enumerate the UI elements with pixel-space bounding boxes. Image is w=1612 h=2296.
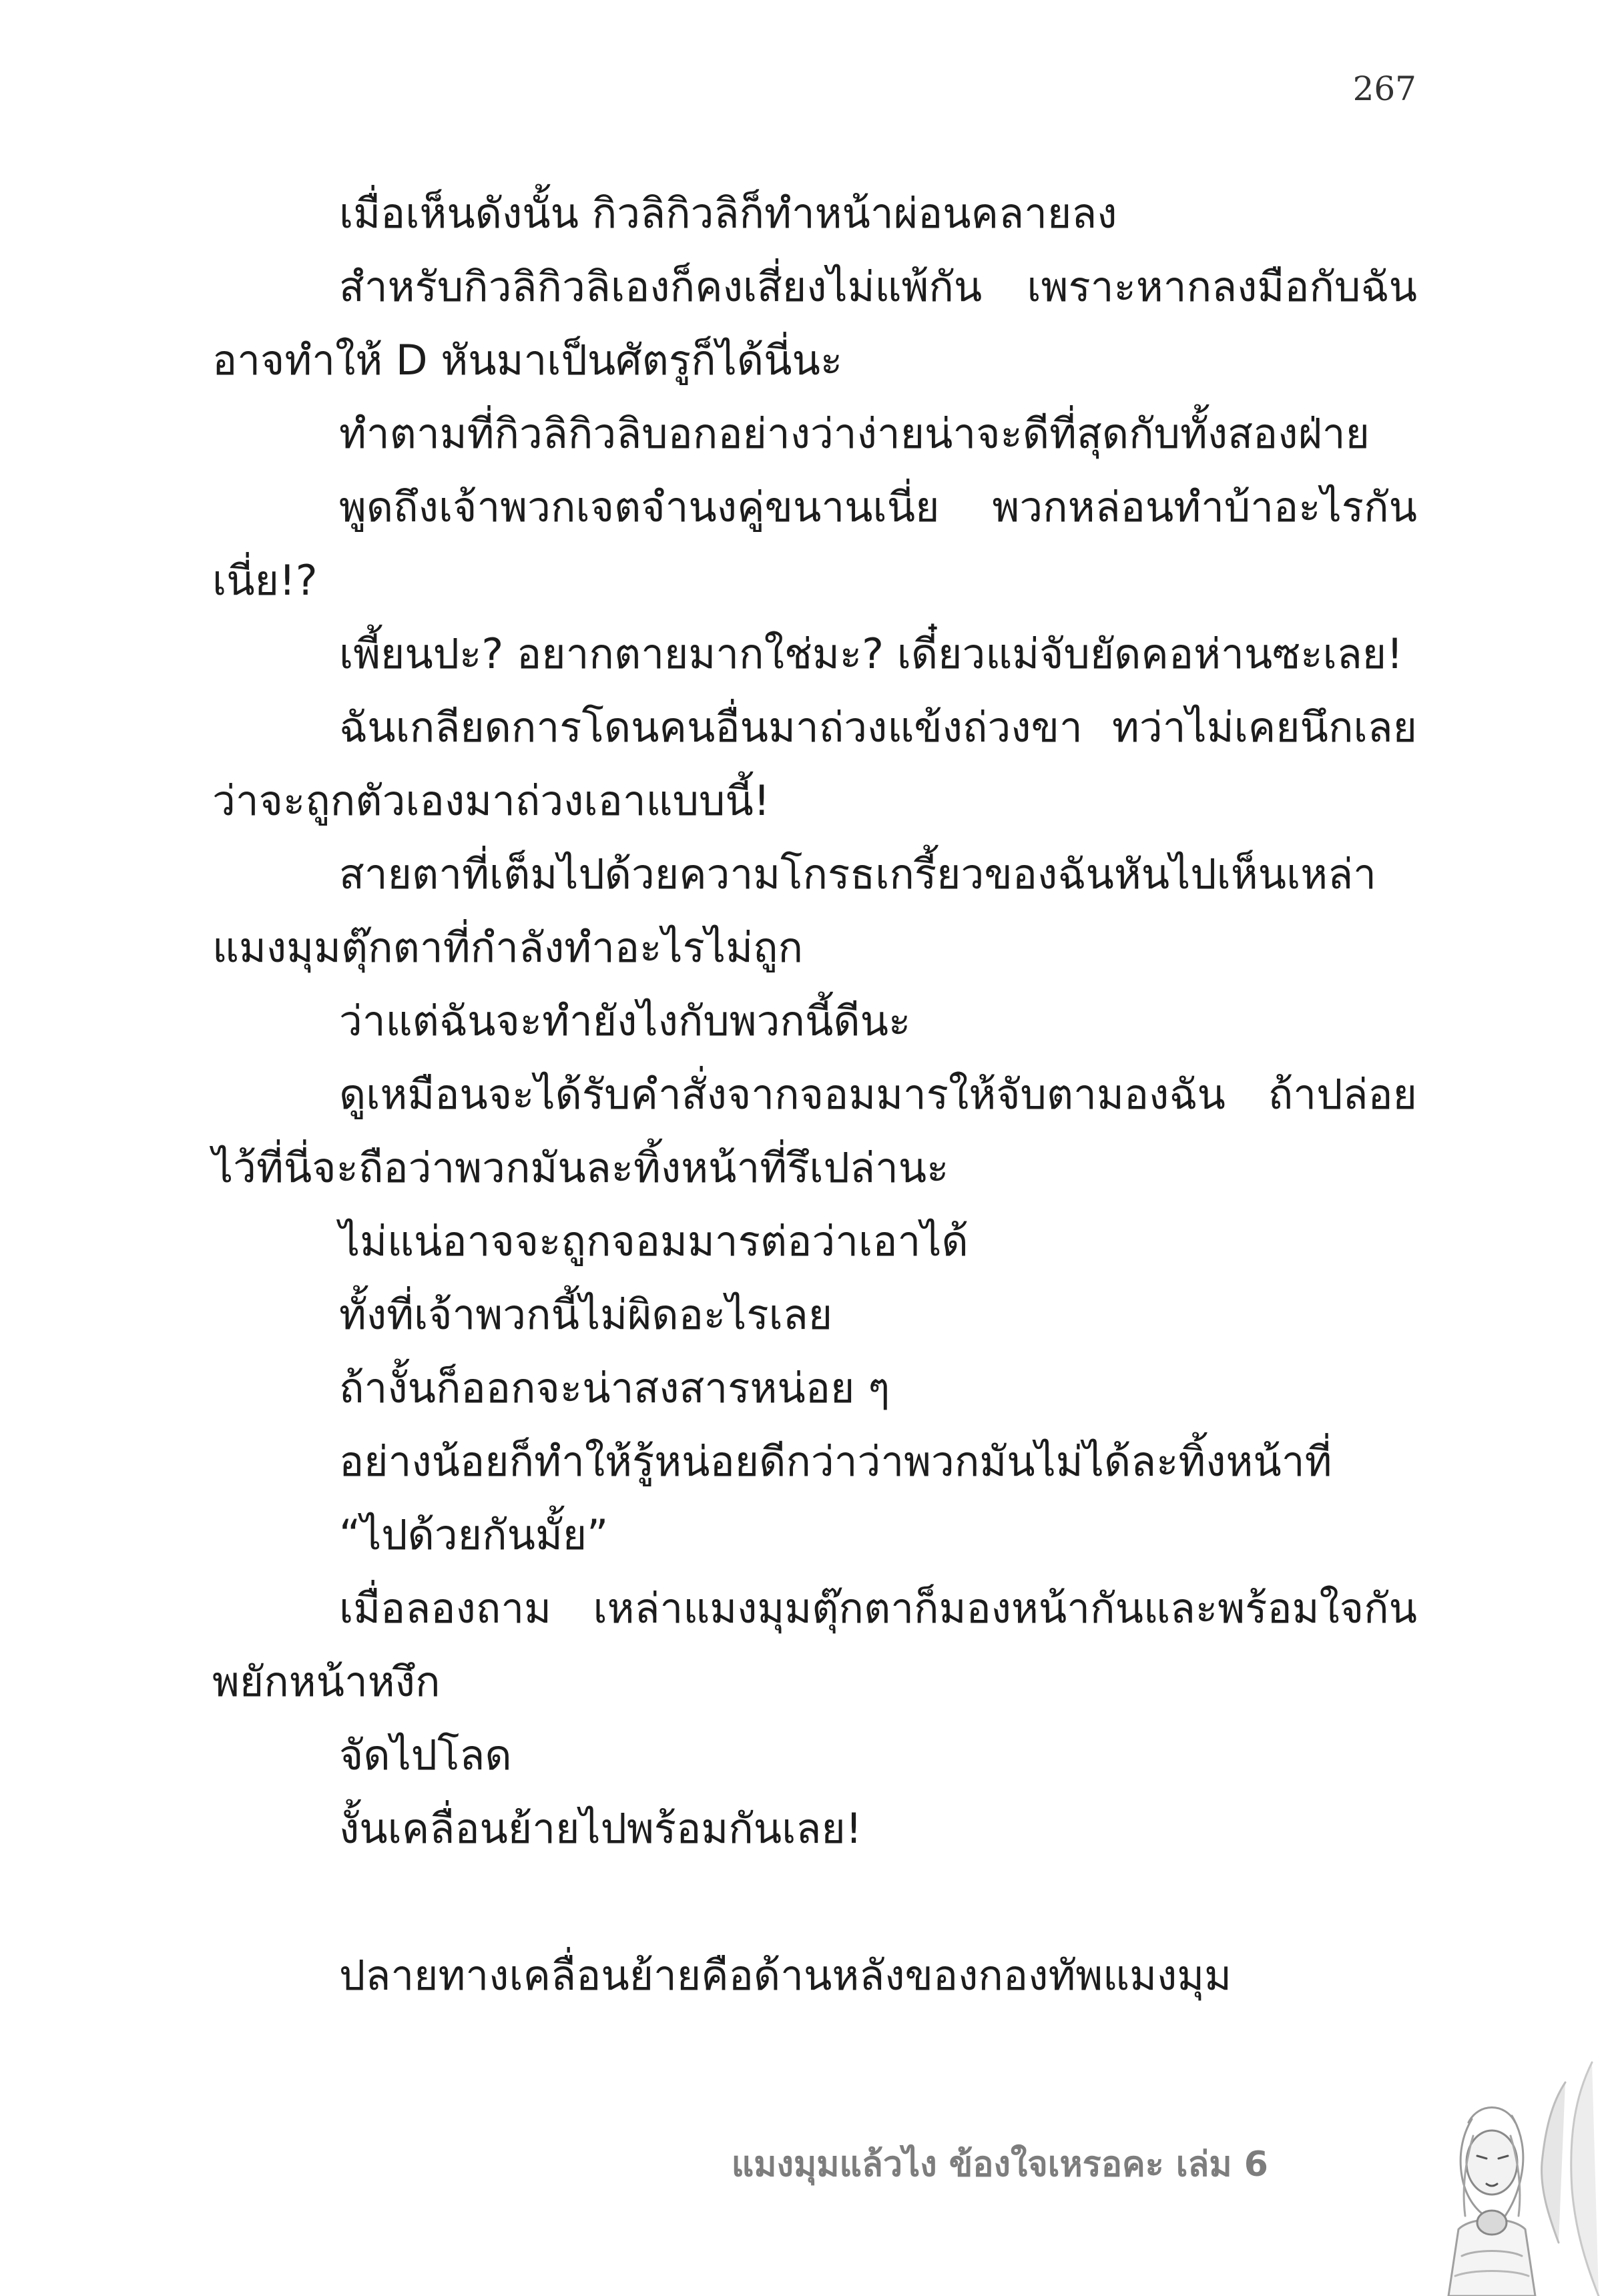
paragraph: เพี้ยนปะ? อยากตายมากใช่มะ? เดี๋ยวแม่จับยัดคอห่านซะเลย! bbox=[339, 629, 1403, 678]
paragraph: อย่างน้อยก็ทำให้รู้หน่อยดีกว่าว่าพวกมันไม่ได้ละทิ้งหน้าที่ bbox=[339, 1437, 1332, 1486]
paragraph: สำหรับกิวลิกิวลิเองก็คงเสี่ยงไม่แพ้กัน เพราะหากลงมือกับฉัน อาจทำให้ D หันมาเป็นศัตรูก็ได้นี่นะ bbox=[212, 262, 1417, 384]
paragraph: ถ้างั้นก็ออกจะน่าสงสารหน่อย ๆ bbox=[339, 1364, 890, 1412]
paragraph: สายตาที่เต็มไปด้วยความโกรธเกรี้ยวของฉันหันไปเห็นเหล่าแมงมุมตุ๊กตาที่กำลังทำอะไรไม่ถูก bbox=[212, 850, 1376, 972]
body-text bbox=[212, 177, 1417, 2012]
paragraph: ไม่แน่อาจจะถูกจอมมารต่อว่าเอาได้ bbox=[339, 1217, 969, 1265]
page-number: 267 bbox=[1352, 69, 1416, 108]
paragraph: ทำตามที่กิวลิกิวลิบอกอย่างว่าง่ายน่าจะดีที่สุดกับทั้งสองฝ่าย bbox=[339, 409, 1370, 458]
paragraph: งั้นเคลื่อนย้ายไปพร้อมกันเลย! bbox=[339, 1804, 862, 1853]
paragraph: ฉันเกลียดการโดนคนอื่นมาถ่วงแข้งถ่วงขา ทว่าไม่เคยนึกเลยว่าจะถูกตัวเองมาถ่วงเอาแบบนี้! bbox=[212, 703, 1417, 825]
paragraph: พูดถึงเจ้าพวกเจตจำนงคู่ขนานเนี่ย พวกหล่อนทำบ้าอะไรกันเนี่ย!? bbox=[212, 483, 1417, 605]
paragraph: เมื่อเห็นดังนั้น กิวลิกิวลิก็ทำหน้าผ่อนคลายลง bbox=[339, 189, 1117, 238]
dialogue-paragraph: “ไปด้วยกันมั้ย” bbox=[339, 1510, 609, 1559]
paragraph: ทั้งที่เจ้าพวกนี้ไม่ผิดอะไรเลย bbox=[339, 1290, 833, 1339]
paragraph: เมื่อลองถาม เหล่าแมงมุมตุ๊กตาก็มองหน้ากันและพร้อมใจกันพยักหน้าหงึก bbox=[212, 1584, 1417, 1706]
footer-book-title: แมงมุมแล้วไง ข้องใจเหรอคะ เล่ม 6 bbox=[731, 2144, 1268, 2185]
paragraph: ว่าแต่ฉันจะทำยังไงกับพวกนี้ดีนะ bbox=[339, 996, 911, 1045]
paragraph: ปลายทางเคลื่อนย้ายคือด้านหลังของกองทัพแมงมุม bbox=[339, 1951, 1232, 2000]
paragraph: ดูเหมือนจะได้รับคำสั่งจากจอมมารให้จับตามองฉัน ถ้าปล่อยไว้ที่นี่จะถือว่าพวกมันละทิ้งหน้าที่รึเปล่านะ bbox=[212, 1070, 1417, 1192]
paragraph: จัดไปโลด bbox=[339, 1731, 512, 1779]
character-illustration-icon bbox=[1398, 2056, 1612, 2296]
